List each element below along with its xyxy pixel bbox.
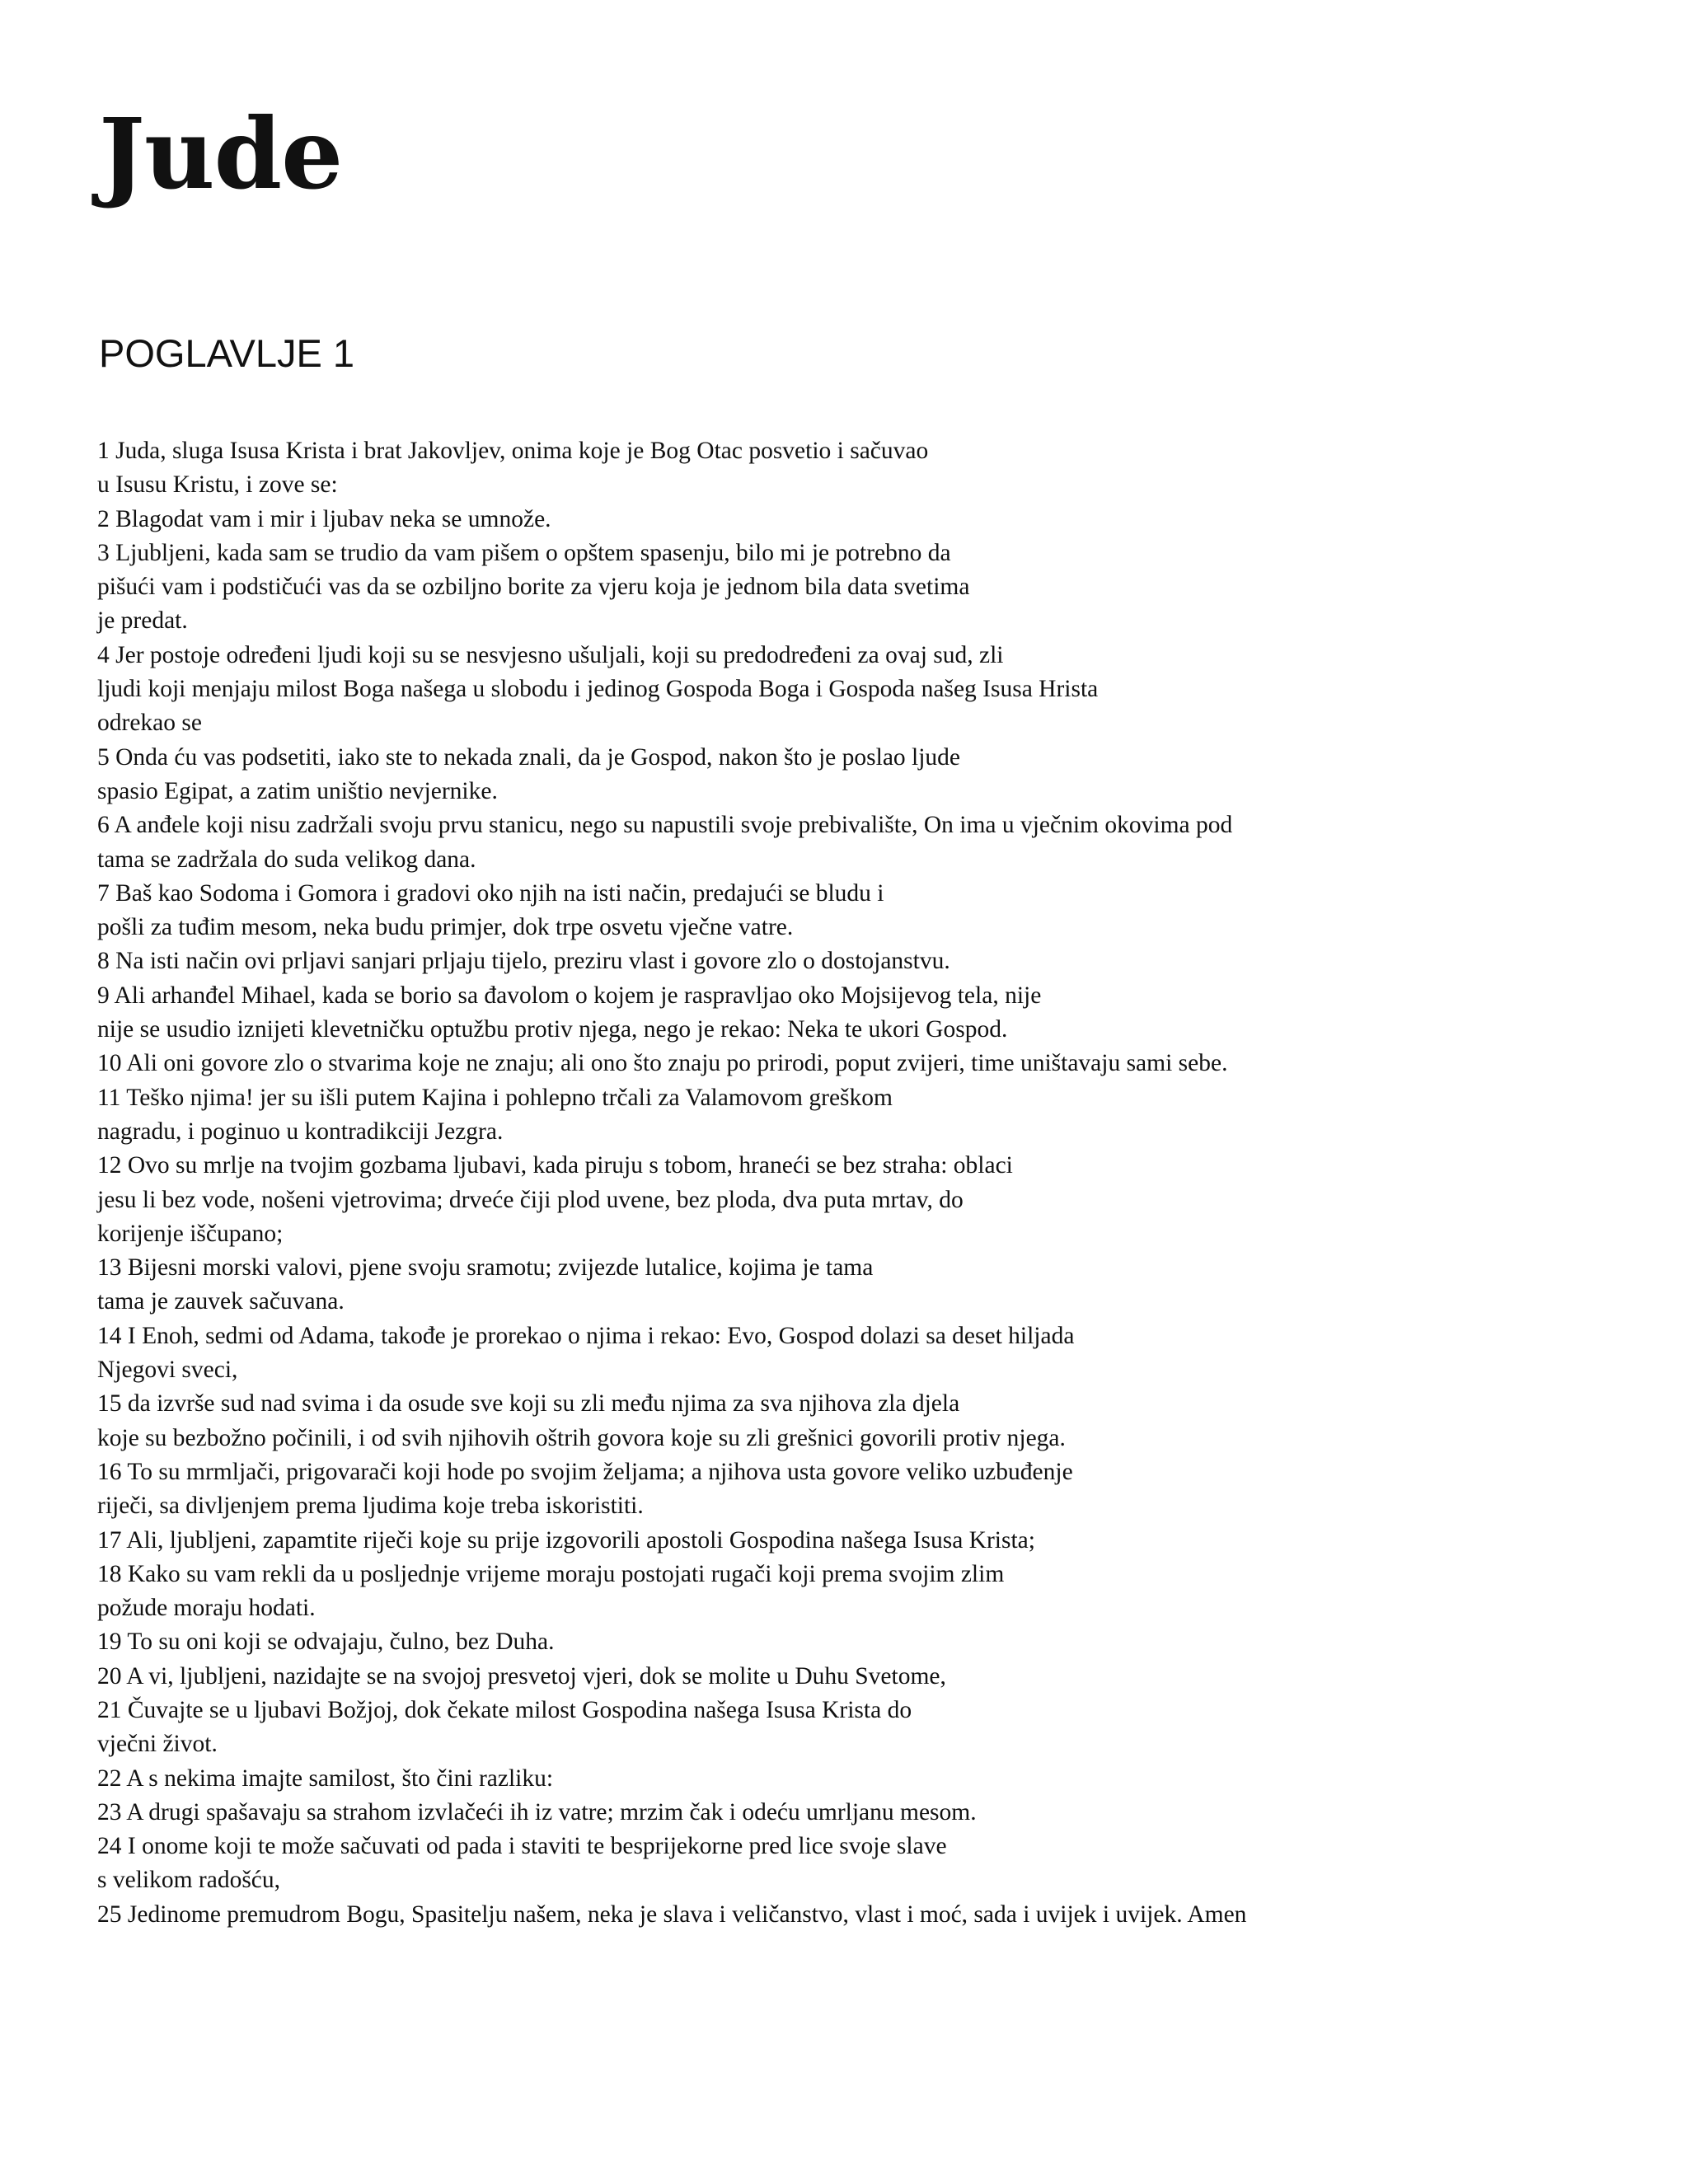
text-line: odrekao se bbox=[97, 710, 202, 737]
text-line: u Isusu Kristu, i zove se: bbox=[97, 471, 338, 499]
book-title: Jude bbox=[99, 96, 343, 211]
text-line: 12 Ovo su mrlje na tvojim gozbama ljubavi, kada piruju s tobom, hraneći se bez straha: oblaci bbox=[97, 1152, 1013, 1179]
text-line: 2 Blagodat vam i mir i ljubav neka se umnože. bbox=[97, 505, 551, 532]
text-line: 13 Bijesni morski valovi, pjene svoju sramotu; zvijezde lutalice, kojima je tama bbox=[97, 1254, 874, 1282]
text-line: 25 Jedinome premudrom Bogu, Spasitelju našem, neka je slava i veličanstvo, vlast i moć, sada i uvijek i uvijek. Amen bbox=[97, 1900, 1247, 1928]
text-line: 6 A anđele koji nisu zadržali svoju prvu stanicu, nego su napustili svoje prebivalište, On ima u vječnim okovima pod bbox=[97, 812, 1233, 839]
text-line: 24 I onome koji te može sačuvati od pada i staviti te besprijekorne pred lice svoje slave bbox=[97, 1833, 947, 1860]
text-line: tama se zadržala do suda velikog dana. bbox=[97, 846, 476, 873]
text-line: nije se usudio iznijeti klevetničku optužbu protiv njega, nego je rekao: Neka te ukori Gospod. bbox=[97, 1016, 1008, 1043]
chapter-heading: POGLAVLJE 1 bbox=[99, 331, 354, 375]
text-line: spasio Egipat, a zatim uništio nevjernike. bbox=[97, 777, 498, 804]
text-line: 8 Na isti način ovi prljavi sanjari prljaju tijelo, preziru vlast i govore zlo o dostojanstvu. bbox=[97, 948, 950, 975]
text-line: vječni život. bbox=[97, 1731, 218, 1758]
text-line: pošli za tuđim mesom, neka budu primjer, dok trpe osvetu vječne vatre. bbox=[97, 914, 794, 941]
text-line: 7 Baš kao Sodoma i Gomora i gradovi oko njih na isti način, predajući se bludu i bbox=[97, 879, 884, 907]
text-line: 17 Ali, ljubljeni, zapamtite riječi koje su prije izgovorili apostoli Gospodina našega Isusa Krista; bbox=[97, 1526, 1035, 1554]
text-line: 15 da izvrše sud nad svima i da osude sve koji su zli među njima za sva njihova zla djela bbox=[97, 1390, 960, 1418]
text-line: 23 A drugi spašavaju sa strahom izvlačeći ih iz vatre; mrzim čak i odeću umrljanu mesom. bbox=[97, 1798, 977, 1825]
text-line: tama je zauvek sačuvana. bbox=[97, 1288, 345, 1315]
text-line: 20 A vi, ljubljeni, nazidajte se na svojoj presvetoj vjeri, dok se molite u Duhu Svetome, bbox=[97, 1662, 946, 1690]
text-line: 5 Onda ću vas podsetiti, iako ste to nekada znali, da je Gospod, nakon što je poslao ljude bbox=[97, 743, 961, 771]
text-line: s velikom radošću, bbox=[97, 1867, 281, 1894]
text-line: 18 Kako su vam rekli da u posljednje vrijeme moraju postojati rugači koji prema svojim zlim bbox=[97, 1560, 1005, 1587]
text-line: koje su bezbožno počinili, i od svih njihovih oštrih govora koje su zli grešnici govorili protiv njega. bbox=[97, 1424, 1066, 1451]
text-line: 11 Teško njima! jer su išli putem Kajina i pohlepno trčali za Valamovom greškom bbox=[97, 1084, 893, 1111]
text-line: 10 Ali oni govore zlo o stvarima koje ne znaju; ali ono što znaju po prirodi, poput zvijeri, time uništavaju sami sebe. bbox=[97, 1050, 1228, 1077]
text-line: jesu li bez vode, nošeni vjetrovima; drveće čiji plod uvene, bez ploda, dva puta mrtav, do bbox=[97, 1186, 964, 1213]
text-line: požude moraju hodati. bbox=[97, 1595, 316, 1622]
chapter-text bbox=[97, 434, 1647, 1932]
text-line: 21 Čuvajte se u ljubavi Božjoj, dok čekate milost Gospodina našega Isusa Krista do bbox=[97, 1696, 912, 1723]
text-line: riječi, sa divljenjem prema ljudima koje treba iskoristiti. bbox=[97, 1493, 644, 1520]
text-line: Njegovi sveci, bbox=[97, 1357, 238, 1384]
text-line: 16 To su mrmljači, prigovarači koji hode po svojim željama; a njihova usta govore veliko uzbuđenje bbox=[97, 1458, 1073, 1485]
text-line: 19 To su oni koji se odvajaju, čulno, bez Duha. bbox=[97, 1629, 555, 1656]
text-line: pišući vam i podstičući vas da se ozbiljno borite za vjeru koja je jednom bila data svetima bbox=[97, 574, 970, 601]
text-line: 9 Ali arhanđel Mihael, kada se borio sa đavolom o kojem je raspravljao oko Mojsijevog tela, nije bbox=[97, 982, 1042, 1009]
text-line: 1 Juda, sluga Isusa Krista i brat Jakovljev, onima koje je Bog Otac posvetio i sačuvao bbox=[97, 438, 929, 464]
text-line: 4 Jer postoje određeni ljudi koji su se nesvjesno ušuljali, koji su predodređeni za ovaj sud, zli bbox=[97, 641, 1004, 668]
text-line: 22 A s nekima imajte samilost, što čini razliku: bbox=[97, 1765, 554, 1792]
text-line: 3 Ljubljeni, kada sam se trudio da vam pišem o opštem spasenju, bilo mi je potrebno da bbox=[97, 539, 951, 566]
text-line: je predat. bbox=[97, 607, 188, 635]
text-line: ljudi koji menjaju milost Boga našega u slobodu i jedinog Gospoda Boga i Gospoda našeg Isusa Hrista bbox=[97, 676, 1099, 703]
text-line: nagradu, i poginuo u kontradikciji Jezgra. bbox=[97, 1118, 504, 1145]
text-line: 14 I Enoh, sedmi od Adama, takođe je prorekao o njima i rekao: Evo, Gospod dolazi sa deset hiljada bbox=[97, 1322, 1075, 1349]
text-line: korijenje iščupano; bbox=[97, 1220, 284, 1247]
